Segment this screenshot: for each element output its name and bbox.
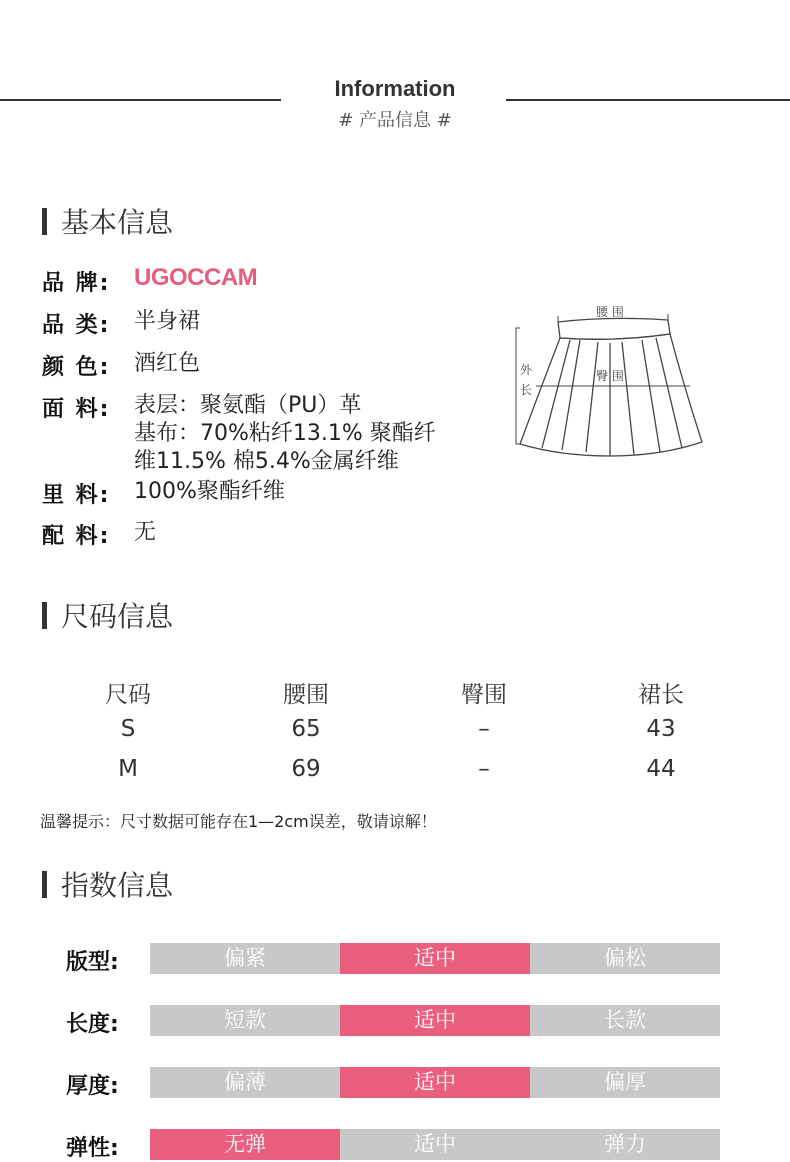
index-option: 偏紧 <box>150 943 340 974</box>
label-accessory: 配 料: <box>42 524 111 549</box>
size-cell: M <box>118 756 138 782</box>
size-col-header: 裙长 <box>638 682 684 708</box>
section-basic-title: 基本信息 <box>61 206 174 239</box>
section-index-title: 指数信息 <box>61 869 174 902</box>
heading-bar <box>42 208 47 235</box>
size-cell: – <box>478 756 490 782</box>
value-fabric-line-3: 维11.5% 棉5.4%金属纤维 <box>134 449 399 474</box>
size-col-header: 尺码 <box>105 682 151 708</box>
heading-bar <box>42 871 47 898</box>
value-fabric-line-2: 基布：70%粘纤13.1% 聚酯纤 <box>134 421 436 446</box>
index-label-elasticity: 弹性: <box>66 1136 119 1161</box>
size-cell: 44 <box>646 756 676 782</box>
section-size-title: 尺码信息 <box>61 600 174 633</box>
index-option: 弹力 <box>530 1129 720 1160</box>
diagram-hip-label: 臀 围 <box>596 369 624 383</box>
index-option: 适中 <box>340 943 530 974</box>
label-color: 颜 色: <box>42 355 111 380</box>
diagram-waist-label: 腰 围 <box>596 305 624 319</box>
size-cell: S <box>120 716 136 742</box>
index-option: 适中 <box>340 1129 530 1160</box>
size-tip: 温馨提示：尺寸数据可能存在1—2cm误差，敬请谅解！ <box>40 812 437 831</box>
size-cell: – <box>478 716 490 742</box>
value-lining: 100%聚酯纤维 <box>134 479 285 504</box>
index-label-fit: 版型: <box>66 950 119 975</box>
label-brand: 品 牌: <box>42 271 111 296</box>
size-cell: 65 <box>291 716 321 742</box>
section-index-heading <box>42 869 174 902</box>
label-category: 品 类: <box>42 313 111 338</box>
index-label-length: 长度: <box>66 1012 119 1037</box>
label-fabric: 面 料: <box>42 397 111 422</box>
size-cell: 43 <box>646 716 676 742</box>
value-category: 半身裙 <box>134 309 201 334</box>
index-option: 适中 <box>340 1005 530 1036</box>
index-option: 短款 <box>150 1005 340 1036</box>
brand-logo: UGOCCAM <box>134 264 258 291</box>
heading-bar <box>42 602 47 629</box>
label-lining: 里 料: <box>42 483 111 508</box>
value-accessory: 无 <box>134 520 157 545</box>
index-option: 偏薄 <box>150 1067 340 1098</box>
diagram-length-label-1: 外 <box>520 363 533 377</box>
skirt-pleats <box>542 338 682 456</box>
index-option: 无弹 <box>150 1129 340 1160</box>
index-option: 偏松 <box>530 943 720 974</box>
index-option: 适中 <box>340 1067 530 1098</box>
size-col-header: 臀围 <box>461 682 507 708</box>
skirt-body <box>520 334 702 456</box>
section-size-heading <box>42 600 174 633</box>
value-color: 酒红色 <box>134 351 201 376</box>
size-cell: 69 <box>291 756 321 782</box>
skirt-diagram <box>510 300 710 460</box>
header-subtitle: # 产品信息 # <box>338 110 452 131</box>
section-basic-heading <box>42 206 174 239</box>
index-option: 长款 <box>530 1005 720 1036</box>
size-col-header: 腰围 <box>283 682 329 708</box>
index-option: 偏厚 <box>530 1067 720 1098</box>
header-title: Information <box>334 76 456 101</box>
index-label-thickness: 厚度: <box>66 1074 119 1099</box>
diagram-length-label-2: 长 <box>520 383 533 397</box>
value-fabric-line-1: 表层：聚氨酯（PU）革 <box>134 393 362 418</box>
